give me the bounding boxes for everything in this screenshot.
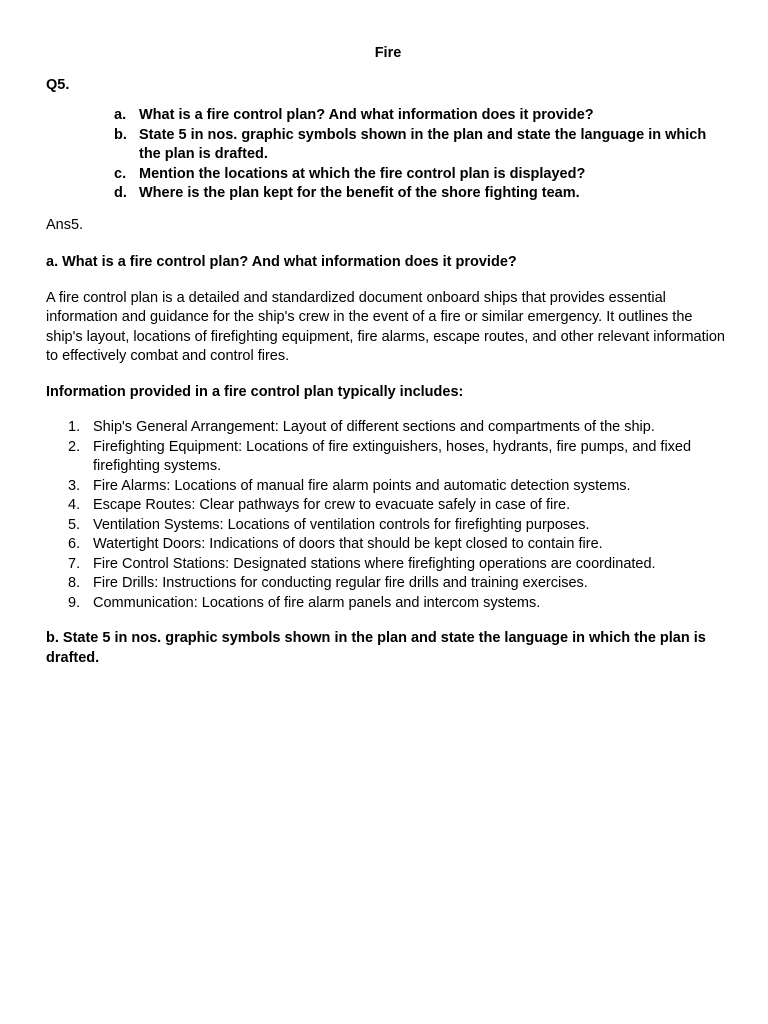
section-a-heading: a. What is a fire control plan? And what information does it provide? bbox=[46, 254, 517, 270]
question-text: What is a fire control plan? And what information does it provide? bbox=[139, 107, 594, 123]
list-item-number: 4. bbox=[68, 497, 81, 513]
list-item bbox=[46, 496, 730, 516]
question-item bbox=[46, 126, 730, 165]
list-item bbox=[46, 535, 730, 555]
question-text: State 5 in nos. graphic symbols shown in the plan and state the language in which the plan is drafted. bbox=[139, 126, 707, 162]
list-item-number: 6. bbox=[68, 536, 81, 552]
list-item bbox=[46, 594, 730, 614]
list-item-text: Fire Control Stations: Designated stations where firefighting operations are coordinated. bbox=[93, 555, 656, 572]
question-text: Where is the plan kept for the benefit of the shore fighting team. bbox=[139, 185, 580, 201]
list-item-text: Ship's General Arrangement: Layout of different sections and compartments of the ship. bbox=[93, 419, 655, 435]
list-item-number: 2. bbox=[68, 438, 81, 455]
list-item-number: 9. bbox=[68, 594, 81, 611]
list-item bbox=[46, 555, 730, 575]
list-item-text: Communication: Locations of fire alarm panels and intercom systems. bbox=[93, 594, 541, 611]
question-item bbox=[46, 106, 730, 126]
list-item bbox=[46, 516, 730, 536]
list-item-text: Firefighting Equipment: Locations of fire extinguishers, hoses, hydrants, fire pumps, and fixed firefighting systems. bbox=[93, 438, 692, 474]
list-item bbox=[46, 418, 730, 438]
list-item-number: 7. bbox=[68, 555, 81, 572]
question-marker: c. bbox=[114, 165, 127, 182]
list-item-number: 1. bbox=[68, 419, 81, 435]
section-a-paragraph: A fire control plan is a detailed and standardized document onboard ships that provides essential information and guidance for the ship's crew in the event of a fire or similar emergency. It outlines the ship's layout, locations of firefighting equipment, fire alarms, escape routes, and other relevant information to effectively combat and control fires. bbox=[46, 289, 725, 364]
info-heading: Information provided in a fire control plan typically includes: bbox=[46, 383, 464, 400]
document-title: Fire bbox=[374, 45, 402, 61]
list-item bbox=[46, 477, 730, 497]
answer-label: Ans5. bbox=[46, 216, 84, 233]
question-item bbox=[46, 184, 730, 204]
list-item-text: Escape Routes: Clear pathways for crew to evacuate safely in case of fire. bbox=[93, 497, 571, 513]
list-item-number: 3. bbox=[68, 477, 81, 494]
question-marker: a. bbox=[114, 107, 127, 123]
question-marker: d. bbox=[114, 185, 127, 201]
question-marker: b. bbox=[114, 126, 127, 143]
list-item-number: 5. bbox=[68, 516, 81, 533]
list-item-text: Fire Alarms: Locations of manual fire alarm points and automatic detection systems. bbox=[93, 477, 631, 494]
document-page bbox=[46, 44, 730, 684]
question-item bbox=[46, 165, 730, 185]
list-item bbox=[46, 574, 730, 594]
list-item-text: Watertight Doors: Indications of doors that should be kept closed to contain fire. bbox=[93, 536, 603, 552]
info-list bbox=[46, 418, 730, 613]
question-label: Q5. bbox=[46, 76, 70, 93]
list-item-number: 8. bbox=[68, 575, 81, 591]
list-item bbox=[46, 438, 730, 477]
question-text: Mention the locations at which the fire control plan is displayed? bbox=[139, 165, 586, 182]
list-item-text: Fire Drills: Instructions for conducting regular fire drills and training exercises. bbox=[93, 575, 588, 591]
section-b-heading: b. State 5 in nos. graphic symbols shown in the plan and state the language in which the plan is drafted. bbox=[46, 630, 706, 666]
list-item-text: Ventilation Systems: Locations of ventilation controls for firefighting purposes. bbox=[93, 516, 590, 533]
question-list bbox=[46, 106, 730, 204]
